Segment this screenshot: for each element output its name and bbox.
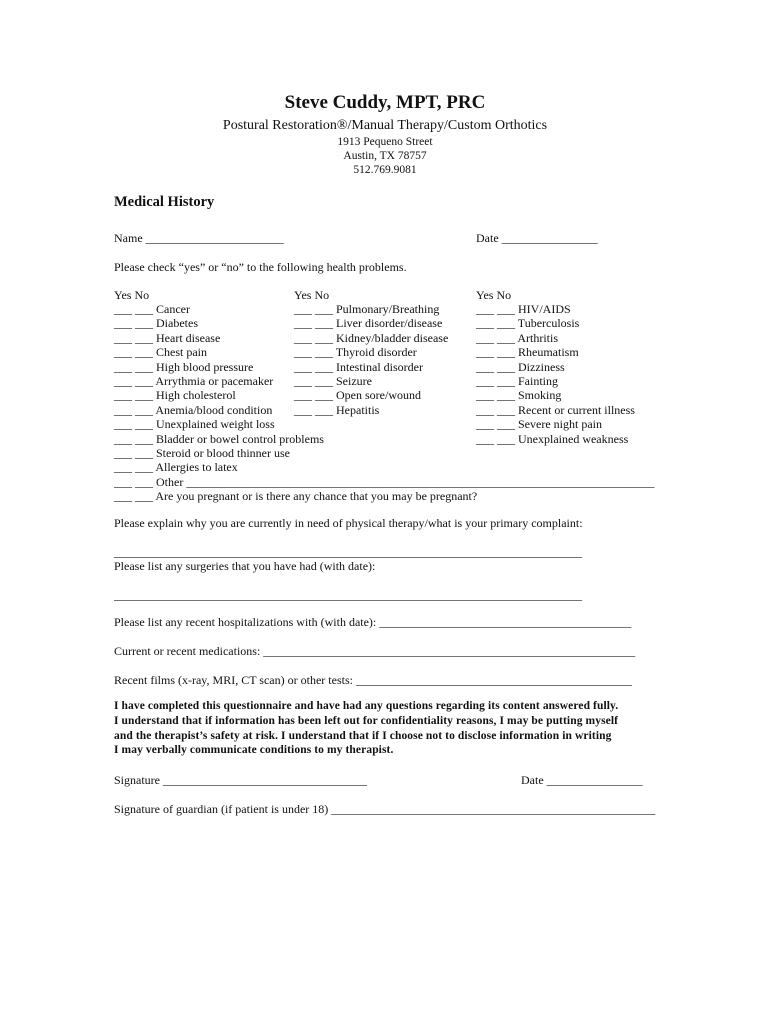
condition-item[interactable]: ___ ___ Arrythmia or pacemaker bbox=[114, 374, 274, 388]
condition-item[interactable]: ___ ___ Anemia/blood condition bbox=[114, 402, 273, 417]
condition-item[interactable]: ___ ___ Pulmonary/Breathing bbox=[294, 302, 440, 316]
surgeries-prompt: Please list any surgeries that you have had (with date): bbox=[114, 559, 376, 573]
condition-item[interactable]: ___ ___ Rheumatism bbox=[476, 345, 579, 360]
condition-item[interactable]: ___ ___ Kidney/bladder disease bbox=[294, 330, 449, 345]
yes-no-header-1: Yes No bbox=[114, 288, 150, 302]
condition-item[interactable]: ___ ___ Unexplained weakness bbox=[476, 431, 629, 446]
condition-item[interactable]: ___ ___ Bladder or bowel control problems bbox=[114, 431, 324, 446]
condition-item[interactable]: ___ ___ High blood pressure bbox=[114, 359, 254, 374]
date-field[interactable]: Date ________________ bbox=[476, 231, 598, 245]
condition-item[interactable]: ___ ___ Liver disorder/disease bbox=[294, 316, 443, 331]
surgeries-answer-line[interactable]: ______________________________________________________________________________ bbox=[114, 588, 582, 602]
complaint-answer-line[interactable]: ______________________________________________________________________________ bbox=[114, 545, 582, 559]
condition-item[interactable]: ___ ___ Smoking bbox=[476, 388, 562, 403]
signature-date-field[interactable]: Date ________________ bbox=[521, 773, 643, 787]
condition-item[interactable]: ___ ___ Fainting bbox=[476, 374, 559, 388]
yes-no-header-2: Yes No bbox=[294, 288, 330, 302]
condition-item[interactable]: ___ ___ Intestinal disorder bbox=[294, 359, 423, 374]
condition-item[interactable]: ___ ___ Unexplained weight loss bbox=[114, 417, 275, 432]
condition-item[interactable]: ___ ___ Allergies to latex bbox=[114, 460, 238, 475]
guardian-signature-field[interactable]: Signature of guardian (if patient is under 18) ______________________________________________________ bbox=[114, 802, 656, 816]
condition-item[interactable]: ___ ___ Arthritis bbox=[476, 330, 559, 345]
condition-item[interactable]: ___ ___ Steroid or blood thinner use bbox=[114, 446, 290, 460]
condition-item[interactable]: ___ ___ Hepatitis bbox=[294, 402, 380, 417]
condition-item[interactable]: ___ ___ Cancer bbox=[114, 302, 190, 316]
statement-line: I may verbally communicate conditions to my therapist. bbox=[114, 744, 394, 756]
condition-item[interactable]: ___ ___ High cholesterol bbox=[114, 388, 236, 403]
phone-number: 512.769.9081 bbox=[353, 164, 417, 176]
statement-line: I have completed this questionnaire and have had any questions regarding its content answered fully. bbox=[114, 700, 619, 712]
condition-item-pregnancy[interactable]: ___ ___ Are you pregnant or is there any chance that you may be pregnant? bbox=[114, 489, 478, 504]
condition-item[interactable]: ___ ___ Seizure bbox=[294, 374, 372, 388]
instruction-text: Please check “yes” or “no” to the following health problems. bbox=[114, 260, 407, 274]
practice-subtitle: Postural Restoration®/Manual Therapy/Custom Orthotics bbox=[222, 118, 548, 133]
condition-item[interactable]: ___ ___ Diabetes bbox=[114, 316, 198, 331]
condition-item[interactable]: ___ ___ Chest pain bbox=[114, 345, 207, 360]
name-field[interactable]: Name _______________________ bbox=[114, 231, 284, 245]
hospitalizations-field[interactable]: Please list any recent hospitalizations with (with date): __________________________________________ bbox=[114, 615, 632, 629]
section-title: Medical History bbox=[114, 194, 215, 210]
yes-no-header-3: Yes No bbox=[476, 288, 512, 302]
statement-line: and the therapist’s safety at risk. I understand that if I choose not to disclose information in writing bbox=[114, 730, 612, 742]
condition-item-other[interactable]: ___ ___ Other ______________________________________________________________________________ bbox=[114, 474, 655, 489]
address-line-2: Austin, TX 78757 bbox=[343, 150, 427, 162]
condition-item[interactable]: ___ ___ Heart disease bbox=[114, 330, 221, 345]
condition-item[interactable]: ___ ___ Severe night pain bbox=[476, 417, 602, 432]
condition-item[interactable]: ___ ___ HIV/AIDS bbox=[476, 302, 571, 316]
condition-item[interactable]: ___ ___ Open sore/wound bbox=[294, 388, 421, 403]
complaint-prompt: Please explain why you are currently in need of physical therapy/what is your primary complaint: bbox=[114, 516, 583, 530]
films-field[interactable]: Recent films (x-ray, MRI, CT scan) or other tests: ______________________________________________ bbox=[114, 673, 632, 687]
condition-item[interactable]: ___ ___ Tuberculosis bbox=[476, 316, 580, 331]
signature-field[interactable]: Signature __________________________________ bbox=[114, 773, 367, 787]
condition-item[interactable]: ___ ___ Recent or current illness bbox=[476, 402, 635, 417]
statement-line: I understand that if information has been left out for confidentiality reasons, I may be putting myself bbox=[114, 715, 619, 727]
condition-item[interactable]: ___ ___ Thyroid disorder bbox=[294, 345, 417, 360]
practitioner-name: Steve Cuddy, MPT, PRC bbox=[284, 92, 486, 113]
address-line-1: 1913 Pequeno Street bbox=[337, 136, 433, 148]
medications-field[interactable]: Current or recent medications: ______________________________________________________________ bbox=[114, 644, 636, 658]
condition-item[interactable]: ___ ___ Dizziness bbox=[476, 359, 565, 374]
